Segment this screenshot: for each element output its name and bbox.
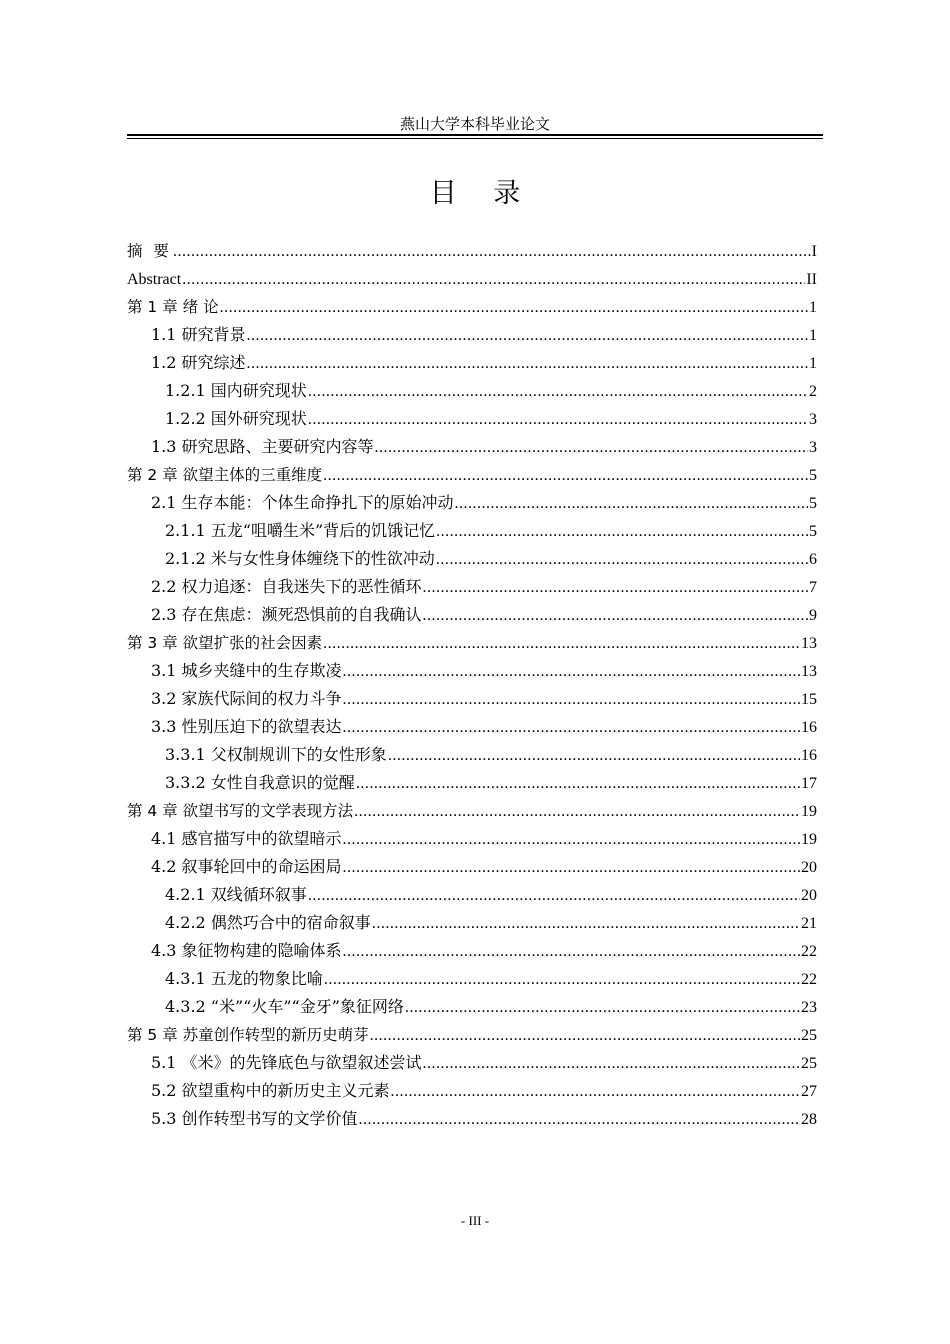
toc-entry[interactable] <box>127 965 817 993</box>
toc-entry-page: 3 <box>809 439 817 456</box>
toc-entry-page: 5 <box>809 523 817 540</box>
toc-entry-label: 3.1 城乡夹缝中的生存欺凌 <box>151 661 342 680</box>
toc-entry[interactable] <box>127 377 817 405</box>
toc-entry[interactable] <box>127 881 817 909</box>
toc-entry-page: 2 <box>809 383 817 400</box>
toc-entry-label: 第 1 章 绪 论 <box>127 298 219 316</box>
toc-entry-page: I <box>811 243 817 260</box>
page-number: - III - <box>460 1213 490 1228</box>
toc-entry-label: 4.3 象征物构建的隐喻体系 <box>151 941 342 960</box>
toc-entry[interactable] <box>127 741 817 769</box>
toc-entry-label: 3.3 性别压迫下的欲望表达 <box>151 717 342 736</box>
toc-entry[interactable] <box>127 517 817 545</box>
toc-dot-leader <box>436 545 808 574</box>
toc-entry-label: 2.2 权力追逐：自我迷失下的恶性循环 <box>151 577 422 596</box>
toc-dot-leader <box>343 853 800 882</box>
toc-dot-leader <box>455 489 808 518</box>
toc-entry-page: 28 <box>801 1111 817 1128</box>
toc-dot-leader <box>308 405 808 434</box>
toc-entry-label: 3.3.1 父权制规训下的女性形象 <box>165 745 387 764</box>
toc-entry-label: 1.1 研究背景 <box>151 325 246 344</box>
toc-entry[interactable] <box>127 657 817 685</box>
toc-dot-leader <box>323 461 808 490</box>
toc-dot-leader <box>220 293 808 322</box>
toc-entry-label: Abstract <box>127 271 182 288</box>
toc-entry[interactable] <box>127 909 817 937</box>
toc-entry-label: 2.1.2 米与女性身体缠绕下的性欲冲动 <box>165 549 435 568</box>
toc-entry-page: 20 <box>801 887 817 904</box>
toc-entry-page: 3 <box>809 411 817 428</box>
toc-entry-page: 21 <box>801 915 817 932</box>
toc-entry-page: 1 <box>809 299 817 316</box>
toc-dot-leader <box>173 237 811 266</box>
toc-entry-page: 5 <box>809 495 817 512</box>
toc-dot-leader <box>359 1105 800 1134</box>
toc-entry-label: 1.2.2 国外研究现状 <box>165 409 307 428</box>
toc-entry-label: 第 3 章 欲望扩张的社会因素 <box>127 634 323 652</box>
toc-entry-page: 19 <box>801 831 817 848</box>
toc-entry[interactable] <box>127 321 817 349</box>
toc-dot-leader <box>423 1049 800 1078</box>
toc-entry-page: 6 <box>809 551 817 568</box>
toc-entry[interactable] <box>127 461 817 489</box>
toc-dot-leader <box>323 629 800 658</box>
toc-dot-leader <box>308 377 808 406</box>
toc-entry-label: 3.2 家族代际间的权力斗争 <box>151 689 342 708</box>
toc-dot-leader <box>375 433 808 462</box>
toc-entry[interactable] <box>127 489 817 517</box>
toc-dot-leader <box>436 517 808 546</box>
header-rule-thin <box>127 138 823 139</box>
toc-entry[interactable] <box>127 601 817 629</box>
toc-entry[interactable] <box>127 349 817 377</box>
toc-entry-label: 4.3.2 “米”“火车”“金牙”象征网络 <box>165 997 404 1016</box>
toc-entry[interactable] <box>127 1049 817 1077</box>
toc-dot-leader <box>308 881 800 910</box>
toc-entry[interactable] <box>127 1105 817 1133</box>
toc-entry[interactable] <box>127 685 817 713</box>
toc-entry-page: 23 <box>801 999 817 1016</box>
toc-entry-page: 16 <box>801 719 817 736</box>
toc-entry-label: 1.2 研究综述 <box>151 353 246 372</box>
toc-title: 目 录 <box>429 178 535 209</box>
toc-dot-leader <box>372 909 800 938</box>
toc-entry-label: 2.1.1 五龙“咀嚼生米”背后的饥饿记忆 <box>165 521 436 540</box>
toc-dot-leader <box>354 797 800 826</box>
toc-entry-page: 22 <box>801 971 817 988</box>
toc-entry-page: 17 <box>801 775 817 792</box>
toc-entry-page: 1 <box>809 355 817 372</box>
running-header: 燕山大学本科毕业论文 <box>399 115 550 133</box>
toc-entry[interactable] <box>127 573 817 601</box>
toc-entry[interactable] <box>127 797 817 825</box>
toc-entry-label: 3.3.2 女性自我意识的觉醒 <box>165 773 355 792</box>
toc-entry-page: 16 <box>801 747 817 764</box>
toc-entry-label: 摘 要 <box>127 242 172 260</box>
toc-dot-leader <box>343 713 800 742</box>
toc-dot-leader <box>247 321 808 350</box>
toc-entry-page: 27 <box>801 1083 817 1100</box>
toc-entry-label: 4.3.1 五龙的物象比喻 <box>165 969 323 988</box>
toc-entry-page: 7 <box>809 579 817 596</box>
toc-entry[interactable] <box>127 769 817 797</box>
toc-entry-page: 22 <box>801 943 817 960</box>
toc-entry-page: 25 <box>801 1027 817 1044</box>
toc-entry-page: 19 <box>801 803 817 820</box>
toc-dot-leader <box>370 1021 800 1050</box>
toc-dot-leader <box>343 937 800 966</box>
toc-dot-leader <box>388 741 800 770</box>
toc-entry[interactable] <box>127 237 817 265</box>
toc-dot-leader <box>356 769 800 798</box>
toc-entry-label: 2.3 存在焦虑：濒死恐惧前的自我确认 <box>151 605 422 624</box>
toc-dot-leader <box>343 685 800 714</box>
toc-entry-label: 5.2 欲望重构中的新历史主义元素 <box>151 1081 390 1100</box>
toc-entry-page: II <box>806 271 817 288</box>
toc-entry[interactable] <box>127 433 817 461</box>
toc-entry-page: 20 <box>801 859 817 876</box>
toc-entry[interactable] <box>127 293 817 321</box>
toc-dot-leader <box>391 1077 800 1106</box>
toc-entry-label: 1.3 研究思路、主要研究内容等 <box>151 437 374 456</box>
toc-entry[interactable] <box>127 1021 817 1049</box>
toc-entry[interactable] <box>127 937 817 965</box>
toc-entry-label: 2.1 生存本能：个体生命挣扎下的原始冲动 <box>151 493 454 512</box>
toc-dot-leader <box>423 601 808 630</box>
toc-entry-label: 5.1 《米》的先锋底色与欲望叙述尝试 <box>151 1053 422 1072</box>
toc-dot-leader <box>247 349 808 378</box>
toc-entry-page: 13 <box>801 635 817 652</box>
toc-entry-label: 5.3 创作转型书写的文学价值 <box>151 1109 358 1128</box>
toc-entry-page: 15 <box>801 691 817 708</box>
toc-entry-page: 1 <box>809 327 817 344</box>
toc-dot-leader <box>423 573 808 602</box>
toc-entry-label: 第 4 章 欲望书写的文学表现方法 <box>127 802 354 820</box>
toc-entry-page: 13 <box>801 663 817 680</box>
toc-entry-label: 4.2 叙事轮回中的命运困局 <box>151 857 342 876</box>
header-rule-thick <box>127 134 823 136</box>
toc-entry[interactable] <box>127 405 817 433</box>
toc-entry-label: 4.2.1 双线循环叙事 <box>165 885 307 904</box>
toc-dot-leader <box>405 993 800 1022</box>
toc-entry[interactable] <box>127 713 817 741</box>
toc-entry-page: 9 <box>809 607 817 624</box>
toc-dot-leader <box>324 965 800 994</box>
toc-entry-label: 第 5 章 苏童创作转型的新历史萌芽 <box>127 1026 369 1044</box>
toc-entry-label: 1.2.1 国内研究现状 <box>165 381 307 400</box>
toc-entry[interactable] <box>127 1077 817 1105</box>
toc-entry-label: 第 2 章 欲望主体的三重维度 <box>127 466 323 484</box>
toc-dot-leader <box>182 265 805 294</box>
toc-entry[interactable] <box>127 825 817 853</box>
toc-entry[interactable] <box>127 629 817 657</box>
toc-entry-label: 4.2.2 偶然巧合中的宿命叙事 <box>165 913 371 932</box>
toc-dot-leader <box>343 657 800 686</box>
toc-entry[interactable] <box>127 993 817 1021</box>
toc-entry[interactable] <box>127 265 817 293</box>
toc-entry[interactable] <box>127 545 817 573</box>
toc-dot-leader <box>343 825 800 854</box>
toc-entry-page: 5 <box>809 467 817 484</box>
toc-entry-page: 25 <box>801 1055 817 1072</box>
toc-entry-label: 4.1 感官描写中的欲望暗示 <box>151 829 342 848</box>
toc-entry[interactable] <box>127 853 817 881</box>
table-of-contents <box>127 237 817 1133</box>
